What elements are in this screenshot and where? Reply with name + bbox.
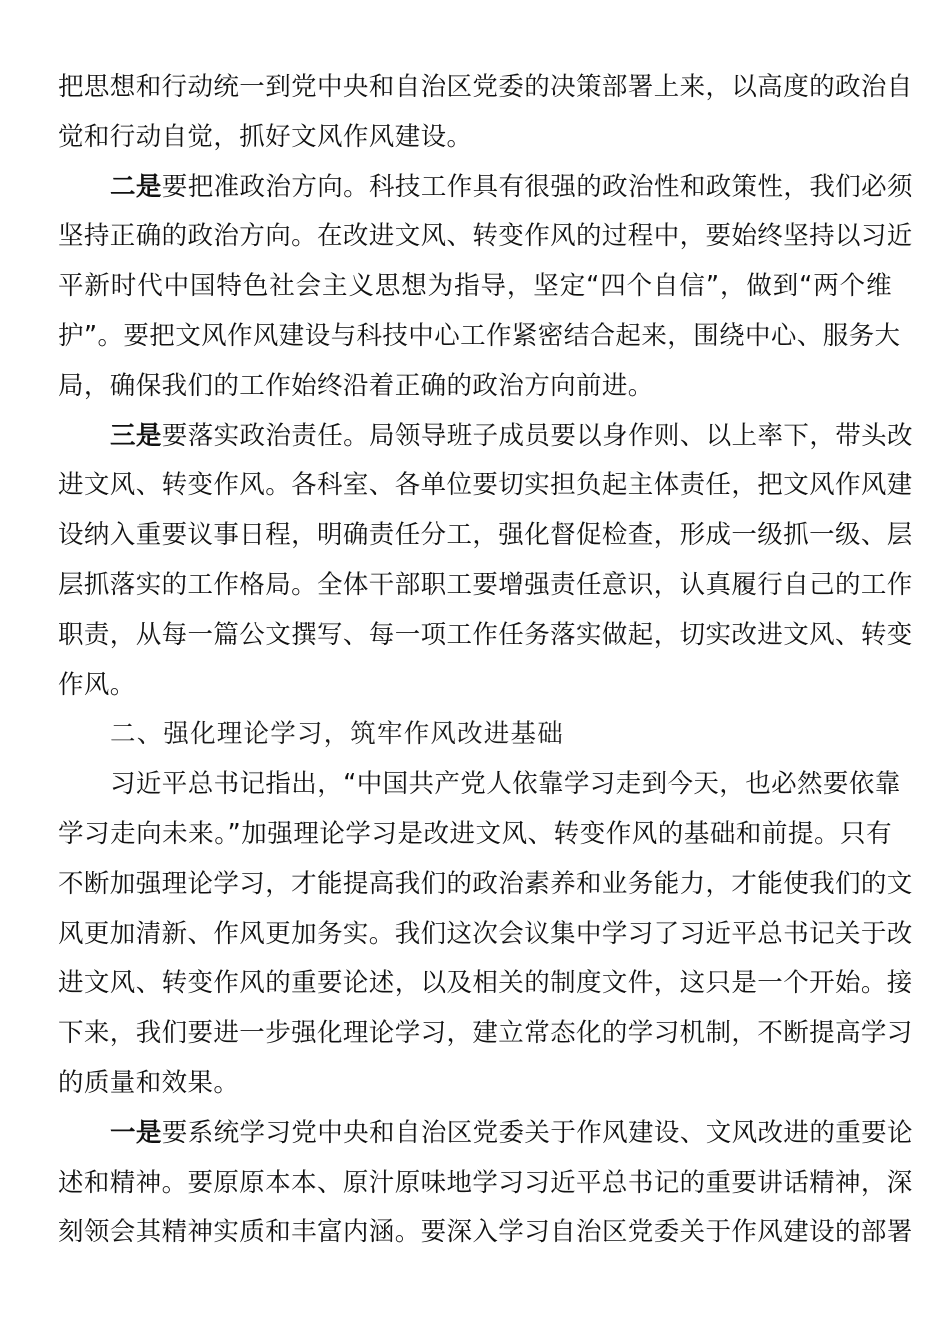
text-line: 的质量和效果。 bbox=[58, 1067, 240, 1098]
text-line: 设纳入重要议事日程，明确责任分工，强化督促检查，形成一级抓一级、层 bbox=[58, 520, 913, 551]
text-line: 进文风、转变作风的重要论述，以及相关的制度文件，这只是一个开始。接 bbox=[58, 968, 913, 999]
text-line: 护”。要把文风作风建设与科技中心工作紧密结合起来，围绕中心、服务大 bbox=[58, 320, 901, 351]
text-line: 刻领会其精神实质和丰富内涵。要深入学习自治区党委关于作风建设的部署 bbox=[58, 1217, 913, 1248]
paragraph-theory-study bbox=[58, 760, 913, 1109]
paragraph-lead: 三是 bbox=[110, 420, 162, 451]
text-line: 下来，我们要进一步强化理论学习，建立常态化的学习机制，不断提高学习 bbox=[58, 1018, 913, 1049]
text-line bbox=[58, 163, 913, 213]
paragraph-continuation bbox=[58, 63, 913, 163]
text-line: 职责，从每一篇公文撰写、每一项工作任务落实做起，切实改进文风、转变 bbox=[58, 619, 913, 650]
paragraph-lead: 二是 bbox=[110, 171, 162, 202]
text-line: 坚持正确的政治方向。在改进文风、转变作风的过程中，要始终坚持以习近 bbox=[58, 221, 913, 252]
text-line: 进文风、转变作风。各科室、各单位要切实担负起主体责任，把文风作风建 bbox=[58, 470, 913, 501]
text-line-body: 要落实政治责任。局领导班子成员要以身作则、以上率下，带头改 bbox=[161, 420, 913, 451]
text-line: 学习走向未来。”加强理论学习是改进文风、转变作风的基础和前提。只有 bbox=[58, 818, 892, 849]
text-line-body: 要把准政治方向。科技工作具有很强的政治性和政策性，我们必须 bbox=[161, 171, 913, 202]
document-page bbox=[58, 63, 913, 1258]
paragraph-lead: 一是 bbox=[110, 1117, 162, 1148]
text-line: 觉和行动自觉，抓好文风作风建设。 bbox=[58, 121, 473, 152]
text-line bbox=[58, 1109, 913, 1159]
text-line: 作风。 bbox=[58, 669, 136, 700]
section-heading: 二、强化理论学习，筑牢作风改进基础 bbox=[110, 719, 564, 750]
text-line: 述和精神。要原原本本、原汁原味地学习习近平总书记的重要讲话精神，深 bbox=[58, 1167, 913, 1198]
text-line: 不断加强理论学习，才能提高我们的政治素养和业务能力，才能使我们的文 bbox=[58, 868, 913, 899]
paragraph-third-point bbox=[58, 412, 913, 711]
text-line: 习近平总书记指出，“中国共产党人依靠学习走到今天，也必然要依靠 bbox=[110, 769, 901, 800]
paragraph-first-point bbox=[58, 1109, 913, 1258]
text-line: 局，确保我们的工作始终沿着正确的政治方向前进。 bbox=[58, 370, 654, 401]
paragraph-second-point bbox=[58, 163, 913, 412]
text-line: 风更加清新、作风更加务实。我们这次会议集中学习了习近平总书记关于改 bbox=[58, 918, 913, 949]
text-line bbox=[58, 412, 913, 462]
text-line-body: 要系统学习党中央和自治区党委关于作风建设、文风改进的重要论 bbox=[161, 1117, 913, 1148]
text-line: 平新时代中国特色社会主义思想为指导，坚定“四个自信”，做到“两个维 bbox=[58, 271, 892, 302]
text-line: 层抓落实的工作格局。全体干部职工要增强责任意识，认真履行自己的工作 bbox=[58, 569, 913, 600]
text-line: 把思想和行动统一到党中央和自治区党委的决策部署上来，以高度的政治自 bbox=[58, 72, 913, 102]
